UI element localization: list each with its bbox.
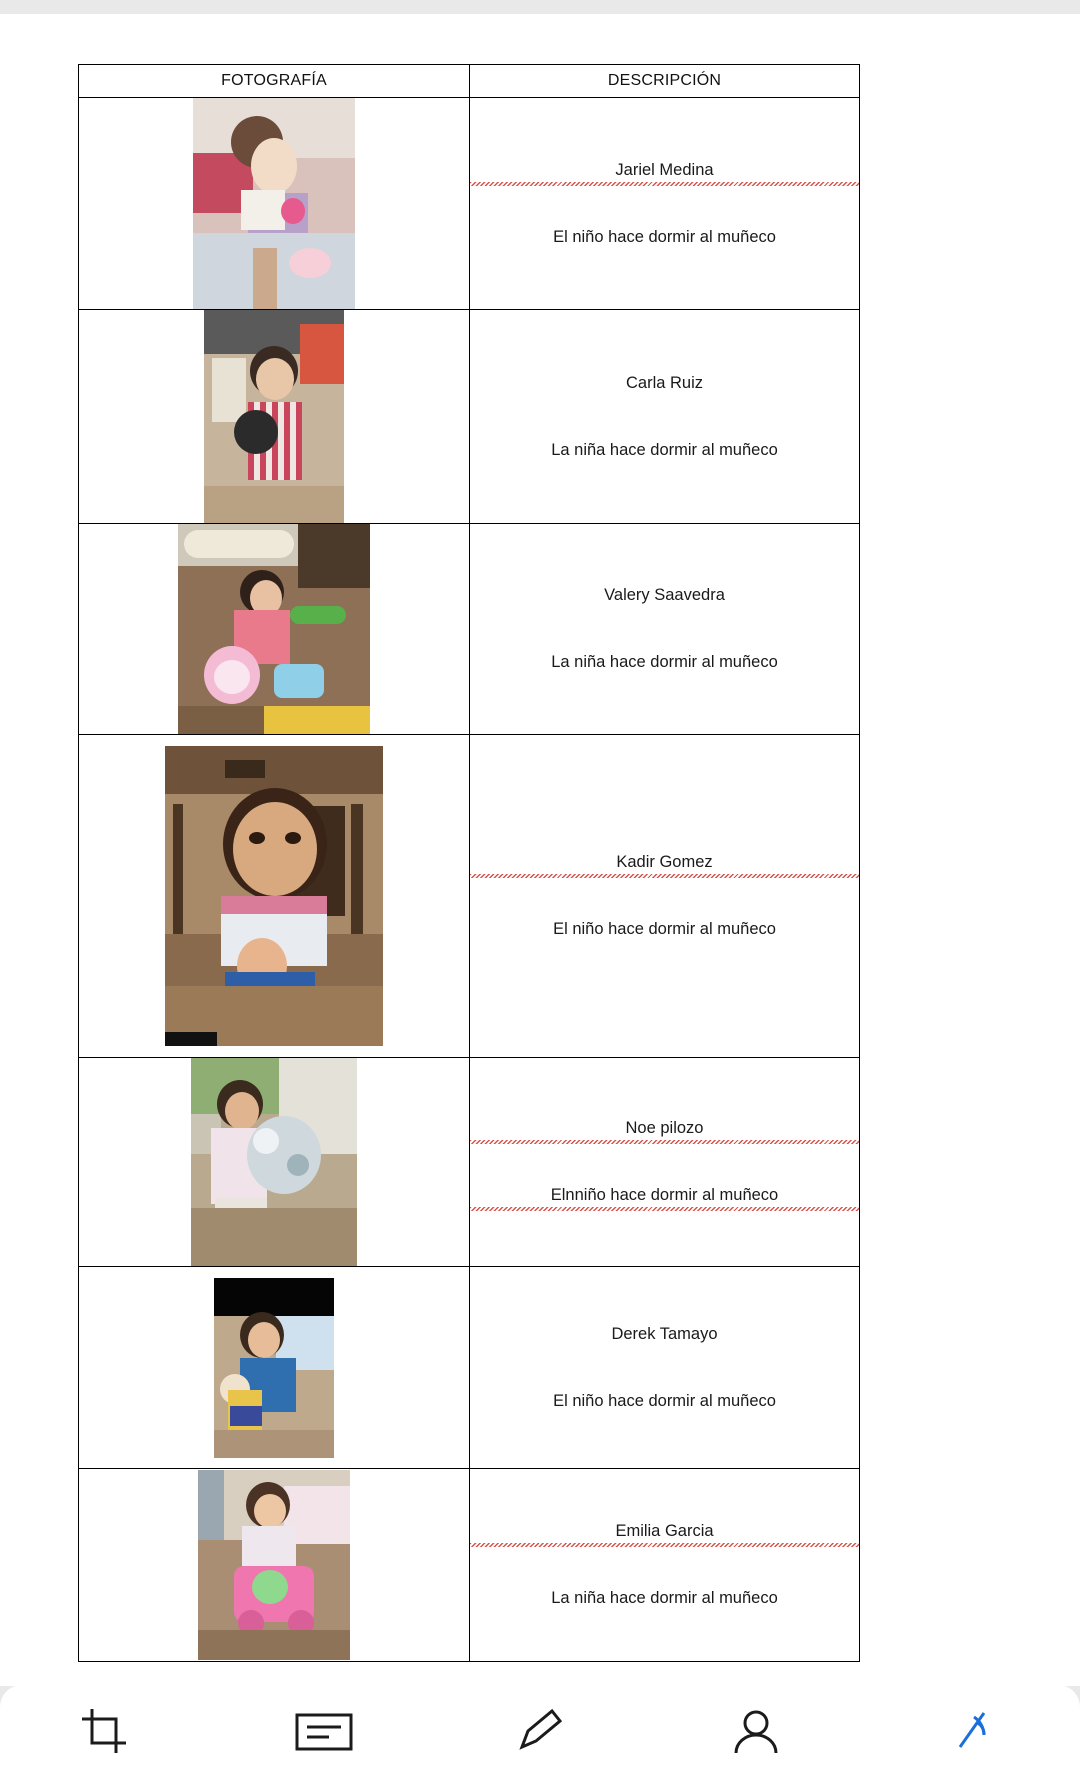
- photo-girl-sitting-with-toys-on-floor: [178, 524, 370, 734]
- column-header-photo: FOTOGRAFÍA: [79, 65, 470, 98]
- person-name: Kadir Gomez: [470, 850, 859, 875]
- photo-child-with-woody-doll-on-bed: [214, 1278, 334, 1458]
- table-row: [79, 1058, 860, 1267]
- edit-pen-button[interactable]: [480, 1701, 600, 1761]
- document-scan-icon: [289, 1703, 359, 1759]
- person-caption: El niño hace dormir al muñeco: [553, 227, 776, 246]
- table-row: [79, 735, 860, 1058]
- person-caption: La niña hace dormir al muñeco: [551, 1589, 778, 1607]
- crop-tool-button[interactable]: [48, 1701, 168, 1761]
- photo-girl-with-doll-in-pink-stroller: [198, 1470, 350, 1660]
- person-caption: El niño hace dormir al muñeco: [553, 920, 776, 938]
- share-icon: [940, 1703, 1004, 1759]
- photo-cell: [79, 1469, 470, 1662]
- photo-child-hugging-elephant-plush-outdoors: [191, 1058, 357, 1266]
- bottom-navigation-bar[interactable]: [0, 1685, 1080, 1777]
- person-caption: La niña hace dormir al muñeco: [551, 440, 778, 459]
- person-caption: El niño hace dormir al muñeco: [553, 1391, 776, 1410]
- photo-girl-holding-dark-doll-indoors: [204, 310, 344, 523]
- table-header-row: [79, 65, 860, 98]
- column-header-description: DESCRIPCIÓN: [470, 65, 860, 98]
- person-icon: [724, 1703, 788, 1759]
- person-name: Emilia Garcia: [470, 1519, 859, 1544]
- photo-cell: [79, 735, 470, 1058]
- share-button[interactable]: [912, 1701, 1032, 1761]
- person-name: Carla Ruiz: [625, 373, 704, 392]
- table-row: [79, 524, 860, 735]
- description-cell: [470, 98, 860, 310]
- description-cell: [470, 1469, 860, 1662]
- description-cell: [470, 524, 860, 735]
- photo-cell: [79, 98, 470, 310]
- status-strip: [0, 0, 1080, 14]
- table-row: [79, 98, 860, 310]
- photo-toddler-holding-doll-in-living-room: [165, 746, 383, 1046]
- person-name: Derek Tamayo: [611, 1324, 718, 1343]
- document-page: [0, 14, 1080, 1686]
- photo-description-table: [78, 64, 860, 1662]
- person-name: Jariel Medina: [470, 158, 859, 183]
- description-cell: [470, 1267, 860, 1469]
- table-row: [79, 1469, 860, 1662]
- person-name: Noe pilozo: [470, 1116, 859, 1141]
- photo-cell: [79, 1267, 470, 1469]
- pen-edit-icon: [508, 1703, 572, 1759]
- profile-button[interactable]: [696, 1701, 816, 1761]
- person-caption: Elnniño hace dormir al muñeco: [470, 1183, 859, 1208]
- photo-child-with-doll-on-bed: [193, 98, 355, 309]
- table-row: [79, 310, 860, 524]
- photo-cell: [79, 524, 470, 735]
- document-scan-button[interactable]: [264, 1701, 384, 1761]
- description-cell: [470, 735, 860, 1058]
- description-cell: [470, 310, 860, 524]
- photo-cell: [79, 310, 470, 524]
- table-row: [79, 1267, 860, 1469]
- photo-cell: [79, 1058, 470, 1267]
- crop-icon: [76, 1703, 140, 1759]
- person-name: Valery Saavedra: [604, 586, 725, 605]
- description-cell: [470, 1058, 860, 1267]
- person-caption: La niña hace dormir al muñeco: [551, 653, 778, 671]
